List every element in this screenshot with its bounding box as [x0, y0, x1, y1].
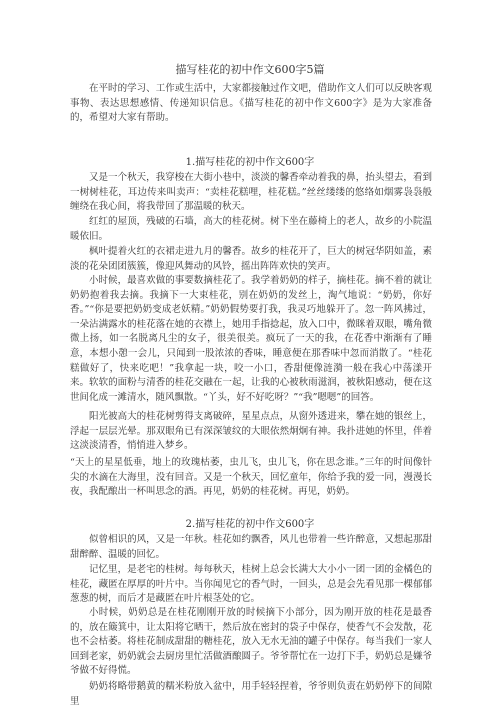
intro-paragraph: 在平时的学习、工作或生活中，大家都接触过作文吧，借助作文人们可以反映客观事物、表达思想感情、传递知识信息。《描写桂花的初中作文600字》是为大家准备的，希望对大家有帮助。	[70, 83, 432, 124]
document-title: 描写桂花的初中作文600字5篇	[175, 63, 325, 76]
s1-paragraph-6: “天上的星星低垂，地上的玫瑰枯萎，虫儿飞，虫儿飞，你在思念谁。”三年的时间像针尖的水滴在大海里，没有回音。又是一个秋天，回忆童年，你给予我的爱一同，漫漫长夜，我配酿出一杯叫思念的酒。再见，奶奶的桂花树。再见，奶奶。	[70, 457, 432, 498]
s1-paragraph-1: 又是一个秋天，我穿梭在大街小巷中，淡淡的馨香牵动着我的鼻，抬头望去，看到一树树桂花，耳边传来叫卖声：“卖桂花糕哩，桂花糕。”丝丝缕缕的悠络如烟雾袅袅般缠绕在我心间，将我带回了那温暖的秋天。	[70, 172, 432, 213]
s2-paragraph-3: 小时候，奶奶总是在桂花刚刚开放的时候摘下小部分，因为刚开放的桂花是最香的，放在簸箕中，让太阳将它晒干，然后放在密封的袋子中保存，使香气不会发散，花也不会枯萎。将桂花制成甜甜的糖桂花，放入无水无油的罐子中保存。每当我们一家人回到老家，奶奶就会去厨房里忙活做酒酿圆子。爷爷帮忙在一边打下手，奶奶总是嫌爷爷做不好得慌。	[70, 607, 432, 677]
section-1-heading: 1.描写桂花的初中作文600字	[185, 157, 315, 168]
s1-paragraph-5: 阳光被高大的桂花树剪得支离破碎，星星点点，从窗外透进来，攀在她的银丝上，浮起一层层光晕。那双眼角已有深深皱纹的大眼依然炯炯有神。我扑进她的怀里，伴着这淡淡清香，悄悄进入梦乡。	[70, 411, 432, 452]
section-2-heading: 2.描写桂花的初中作文600字	[185, 519, 315, 530]
s2-paragraph-2: 记忆里，是老宅的桂树。每每秋天，桂树上总会长满大大小小一团一团的金橘色的桂花，藏匿在厚厚的叶片中。当你闻见它的香气时，一回头，总是会先看见那一棵郁郁葱葱的树，而后才是藏匿在叶片根茎处的它。	[70, 564, 432, 605]
s1-paragraph-2: 红红的屋顶，残破的石墙，高大的桂花树。树下坐在藤椅上的老人，故乡的小院温暖依旧。	[70, 216, 432, 242]
s2-paragraph-4: 奶奶将略带鹅黄的糯米粉放入盆中，用手轻轻捏着，爷爷则负责在奶奶停下的间隙里	[70, 681, 432, 707]
s1-paragraph-4: 小时候，最喜欢做的事要数摘桂花了。我学着奶奶的样子，摘桂花。摘不着的就让奶奶抱着我去摘。我摘下一大束桂花，别在奶奶的发丝上，淘气地说：“奶奶，你好香。”“你是要把奶奶变成老妖精。”奶奶假势要打我，我灵巧地躲开了。忽一阵风拂过，一朵沾满露水的桂花落在她的衣襟上，她用手指捻起，放入口中，微眯着双眼，嘴角微微上扬，如一名脱离凡尘的女子，很美很美。疯玩了一天的我，在花香中渐渐有了睡意，本想小憩一会儿，只闻到一股浓浓的香味，睡意便在那香味中忽而消散了。“桂花糕做好了，快来吃吧！”我拿起一块，咬一小口，香甜便像涟漪一般在我心中荡漾开来。软软的面粉与清香的桂花交融在一起，让我的心被秋雨滋润，被秋阳感动，便在这世间化成一滩清水，随风飘散。“丫头，好不好吃呀？”“我”嗯嗯”的回答。	[70, 275, 432, 403]
s1-paragraph-3: 枫叶提着火红的衣裙走进九月的馨香。故乡的桂花开了，巨大的树冠华阴如盖，素淡的花朵团团簇簇，像迎风舞动的风铃，摇出阵阵欢快的笑声。	[70, 246, 432, 272]
s2-paragraph-1: 似曾相识的风，又是一年秋。桂花如约飘香，风儿也带着一些许醉意，又想起那甜甜醉醉、温暖的回忆。	[70, 534, 432, 560]
